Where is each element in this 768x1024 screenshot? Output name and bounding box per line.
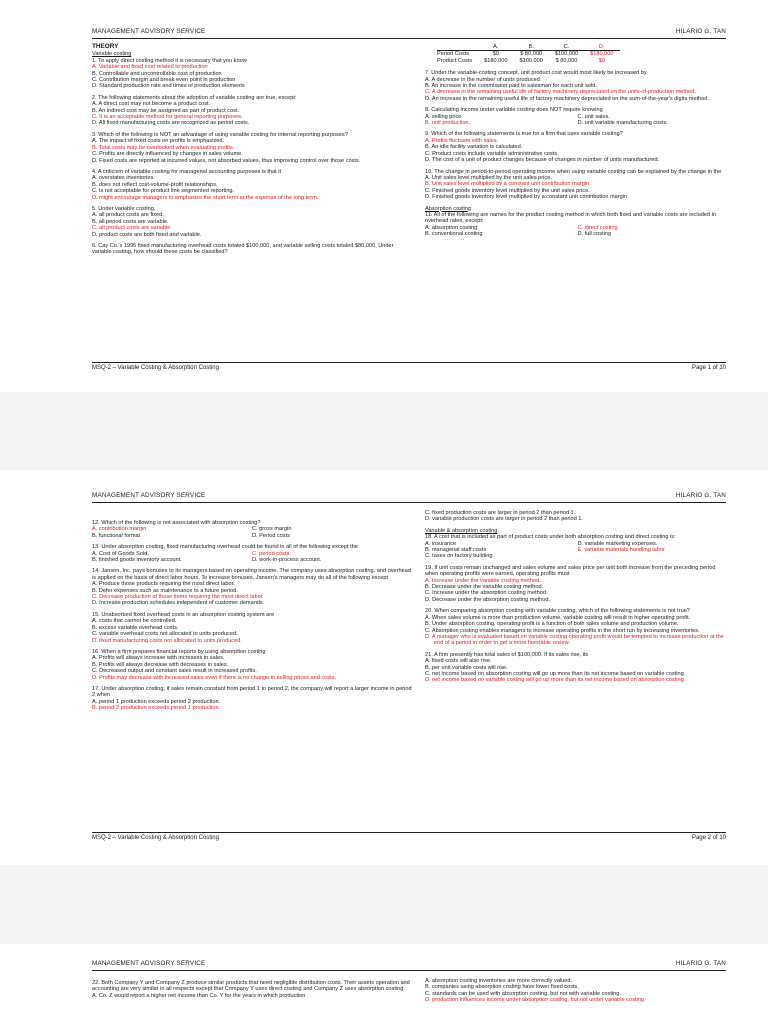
question-8 <box>425 107 730 126</box>
option-d: D. might encourage managers to emphasize the short term at the expense of the long term. <box>92 194 319 201</box>
option-c: C. direct costing <box>577 224 618 231</box>
option-a: A. Produce those products requiring the most direct labor. <box>92 581 235 588</box>
option-b: B. Decrease under the variable costing method. <box>425 584 544 591</box>
option-a: A. absorption costing <box>425 224 478 231</box>
question-3 <box>92 132 412 164</box>
header-left: MANAGEMENT ADVISORY SERVICE <box>92 28 206 35</box>
page-number: Page 2 of 10 <box>691 835 726 841</box>
option-d: D. All fixed manufacturing costs are recognized as period costs. <box>92 120 250 127</box>
page-number: Page 1 of 10 <box>691 365 726 371</box>
question-text: 5. Under variable costing, <box>92 205 156 212</box>
option-b: B. finished goods inventory account. <box>92 557 182 564</box>
option-a: A. Unit sales level multiplied by the unit sales price. <box>425 174 552 181</box>
option-c: C. Decrease production of those items requiring the most direct labor. <box>92 594 264 601</box>
section-heading: Variable & absorption costing <box>425 527 498 534</box>
page-footer <box>92 832 726 844</box>
option-c: C. fixed production costs are larger in period 2 than period 1. <box>425 510 576 516</box>
question-text: 20. When comparing absorption costing with variable costing, which of the following statements is not true? <box>425 608 690 615</box>
question-7 <box>425 70 730 102</box>
question-text: 2. The following statements about the adoption of variable costing are true, except: <box>92 94 297 101</box>
option-a: A. overstates inventories. <box>92 175 155 182</box>
option-d: D. The cost of a unit of product changes because of changes in number of units manufactured. <box>425 157 660 164</box>
right-column <box>425 510 730 689</box>
question-text: 1. To apply direct costing method it is necessary that you know <box>92 57 247 64</box>
right-column <box>425 978 730 1009</box>
option-c: C. Absorption costing enables managers to increase operating profits in the short run by increasing inventories. <box>425 627 700 634</box>
option-d: D. net income based on variable costing will go up more than its net income based on absorption costing. <box>425 677 686 684</box>
header-left: MANAGEMENT ADVISORY SERVICE <box>92 960 206 967</box>
option-c: C. is not acceptable for product line segmented reporting. <box>92 188 235 195</box>
option-b: B. Controllable and uncontrollable cost of production <box>92 70 222 77</box>
page-1 <box>0 0 768 392</box>
option-a: A. Cost of Goods Sold. <box>92 550 149 557</box>
table-cell: $180,000 <box>484 57 508 64</box>
option-c: C. gross margin <box>252 526 292 533</box>
section-heading: Variable costing <box>92 51 132 58</box>
option-c: C. standards can be used with absorption costing, but not with variable costing. <box>425 990 621 997</box>
option-a: A. Profits will always increase with increases in sales. <box>92 655 225 662</box>
question-text: 4. A criticism of variable costing for managerial accounting purposes is that it <box>92 168 282 175</box>
option-d: D. work-in-process account. <box>252 557 322 564</box>
option-b: B. managerial staff costs <box>425 547 487 554</box>
question-text: 19. If unit costs remain unchanged and sales volume and sales price per unit both increase from the preceding period when operating profits were earned, operating profits must <box>425 564 716 578</box>
question-text: 12. Which of the following is not associated with absorption costing? <box>92 520 261 526</box>
question-text: 7. Under the variable-costing concept, unit product cost would most likely be increased by <box>425 70 647 77</box>
question-19 <box>425 565 730 603</box>
option-b: B. Defer expenses such as maintenance to a future period. <box>92 587 238 594</box>
section-title: THEORY <box>92 43 119 50</box>
question-text: 22. Both Company Y and Company Z produce similar products that need negligible distribution costs. Their assets operation and accounting are very similar in all respects except that Company Y uses direct costing and Company Z uses absorption costing. <box>92 980 410 993</box>
header-right: HILARIO G. TAN <box>675 960 726 967</box>
option-c: C. It is an acceptable method for general reporting purposes. <box>92 114 243 121</box>
table-cell: $0 <box>598 57 605 64</box>
option-d: D. Finished goods inventory level multiplied by a constant unit contribution margin. <box>425 194 629 201</box>
option-d: D. variable marketing expenses. <box>577 540 658 547</box>
option-c: C. all product costs are variable. <box>92 225 172 232</box>
option-a: A. Variable and fixed cost related to production <box>92 64 208 71</box>
table-cell: $0 <box>492 51 499 58</box>
table-cell: $100,000 <box>519 57 543 64</box>
table-cell: $ 80,000 <box>520 51 543 58</box>
option-c: C. unit sales. <box>577 113 610 120</box>
question-22 <box>92 980 412 999</box>
option-a: A. Profits fluctuate with sales. <box>425 137 499 144</box>
table-cell: $ 80,000 <box>555 57 578 64</box>
option-d: D. fixed manufacturing costs not allocated to units produced. <box>92 637 242 644</box>
option-c: C. taxes on factory building <box>425 553 493 560</box>
option-a: A. contribution margin <box>92 526 147 533</box>
question-14 <box>92 568 412 606</box>
option-d: D. full costing <box>577 231 612 238</box>
question-text: 21. A firm presently has total sales of $100,000. If its sales rise, its <box>425 651 589 658</box>
question-21 <box>425 652 730 684</box>
option-d: D. Decrease under the absorption costing method. <box>425 596 550 603</box>
option-b: B. does not reflect cost-volume-profit relationships. <box>92 181 218 188</box>
question-5 <box>92 206 412 238</box>
option-a: A. insurance <box>425 540 457 547</box>
question-2 <box>92 95 412 127</box>
question-text: 14. Jansen, Inc. pays bonuses to its managers based on operating income. The company uses absorption costing, and overhead is applied on the basis of direct labor hours. To increase bonuses, Jansen's managers may do all of the following except <box>92 568 411 581</box>
question-4 <box>92 169 412 201</box>
question-text: 8. Calculating income under variable costing does NOT require knowing <box>425 107 603 114</box>
footer-left: MSQ-2 – Variable Costing & Absorption Costing <box>92 835 219 841</box>
answer-table <box>437 44 620 64</box>
page-header <box>92 958 726 971</box>
question-text: 17. Under absorption costing, if sales remain constant from period 1 to period 2, the company will report a larger income in period 2 when <box>92 685 412 699</box>
option-b: B. period 2 production exceeds period 1 production. <box>92 705 221 712</box>
option-b: B. functional format <box>92 532 141 539</box>
option-d: D. Profits may decrease with increased sales even if there is no change in selling prices and costs. <box>92 674 337 681</box>
option-d: D. unit variable manufacturing costs. <box>577 120 668 127</box>
page-header <box>92 490 726 503</box>
right-column <box>425 44 730 243</box>
option-e: E. variable materials handling labor <box>577 547 665 554</box>
question-13 <box>92 544 412 563</box>
left-column <box>92 44 412 261</box>
option-a: A. The impact of fixed costs on profits is emphasized. <box>92 138 225 145</box>
option-a: A. selling price. <box>425 113 463 120</box>
option-a: A. A direct cost may not become a product cost. <box>92 101 211 108</box>
option-c: C. Increase under the absorption costing method. <box>425 590 548 597</box>
option-a: A. Increase under the variable costing method. <box>425 577 541 584</box>
option-c: C. Decreased output and constant sales result in increased profits. <box>92 668 257 675</box>
option-d: D. Period costs <box>252 532 290 539</box>
option-b: B. all period costs are variable. <box>92 218 169 225</box>
option-b: B. excess variable overhead costs. <box>92 624 179 631</box>
question-text: 10. The change in period-to-period operating income when using variable costing can be explained by the change in the <box>425 168 722 175</box>
question-17 <box>92 686 412 712</box>
header-right: HILARIO G. TAN <box>675 28 726 35</box>
option-d: D. variable production costs are larger in period 2 than period 1. <box>425 516 583 523</box>
option-c: C. variable overhead costs not allocated to units produced. <box>92 631 238 638</box>
question-17-continued <box>425 510 730 523</box>
row-label: Period Costs <box>437 51 470 58</box>
header-right: HILARIO G. TAN <box>675 492 726 499</box>
question-text: 13. Under absorption costing, fixed manufacturing overhead could be found in all of the following except the <box>92 544 358 551</box>
question-11 <box>425 212 730 238</box>
table-header-row <box>437 44 620 51</box>
header-left: MANAGEMENT ADVISORY SERVICE <box>92 492 206 499</box>
question-continued <box>425 978 730 1004</box>
option-d: D. production influences income under absorption costing, but not under variable costing. <box>425 997 646 1004</box>
option-a: A. absorption costing inventories are more correctly valued. <box>425 978 573 984</box>
question-10 <box>425 169 730 201</box>
table-header: C. <box>549 44 584 51</box>
option-d: D. Standard production rate and times of production elements <box>92 83 245 90</box>
option-b: B. An increase in the commission paid to salesman for each unit sold. <box>425 83 597 90</box>
question-text: 9. Which of the following statements is true for a firm that uses variable costing? <box>425 131 623 138</box>
option-a: A. fixed costs will also rise. <box>425 658 492 665</box>
row-label: Product Costs <box>437 57 473 64</box>
option-b: B. An indirect cost may be assigned as part of product cost. <box>92 107 240 114</box>
option-b: B. unit production. <box>425 120 471 127</box>
option-d: D. An increase in the remaining useful life of factory machinery depreciated on the sum-of-the-year's digits method. <box>425 95 710 102</box>
option-a: A. Co. Z would report a higher net income than Co. Y for the years in which production <box>92 992 306 999</box>
left-column <box>92 520 412 717</box>
table-header: B. <box>513 44 548 51</box>
option-a: A. all product costs are fixed. <box>92 212 164 219</box>
question-15 <box>92 612 412 644</box>
question-text: 3. Which of the following is NOT an advantage of using variable costing for internal reporting purposes? <box>92 131 348 138</box>
page-2 <box>0 470 768 865</box>
question-text: 16. When a firm prepares financial reports by using absorption costing <box>92 648 266 655</box>
question-18 <box>425 534 730 560</box>
option-b: B. companies using absorption costing have lower fixed costs. <box>425 984 579 991</box>
option-c: C. period costs. <box>252 550 291 557</box>
option-b: B. conventional costing <box>425 231 483 238</box>
option-b: B. An idle facility variation is calculated. <box>425 144 523 151</box>
page-3 <box>0 944 768 1024</box>
option-b: B. Unit sales level multiplied by a constant unit contribution margin. <box>425 181 591 188</box>
option-a: A. When sales volume is more than production volume, variable costing will result in higher operating profit. <box>425 614 691 621</box>
option-d: D. Increase production schedules independent of customer demands. <box>92 600 265 607</box>
table-header: D. <box>584 44 619 51</box>
table-row <box>437 51 620 58</box>
option-a: A. period 1 production exceeds period 2 production. <box>92 698 221 705</box>
question-16 <box>92 649 412 681</box>
table-cell: $180,000 <box>590 51 614 58</box>
option-b: B. per unit variable costs will rise. <box>425 664 508 671</box>
question-12 <box>92 520 412 539</box>
page-footer <box>92 362 726 374</box>
page-header <box>92 26 726 39</box>
question-text: 18. A cost that is included as part of product costs under both absorption costing and direct costing is: <box>425 534 676 541</box>
option-d: D. product costs are both fixed and variable. <box>92 231 202 238</box>
option-c: C. Finished goods inventory level multiplied by the unit sales price. <box>425 187 590 194</box>
option-c: C. Contribution margin and break even point in production <box>92 77 236 84</box>
option-b: B. Profits will always decrease with decreases in sales. <box>92 661 229 668</box>
option-d: D. Fixed costs are reported at incurred values, not absorbed values, thus improving control over those costs. <box>92 157 361 164</box>
question-9 <box>425 131 730 163</box>
question-text: 11. All of the following are names for the product costing method in which both fixed and variable costs are included in overhead rates, except: <box>425 211 716 225</box>
option-c: C. net income based on absorption costing will go up more than its net income based on variable costing. <box>425 670 686 677</box>
option-a: A. A decrease in the number of units produced. <box>425 76 542 83</box>
table-cell: $100,000 <box>554 51 579 58</box>
section-heading: Absorption costing <box>425 205 472 212</box>
option-a: A. costs that cannot be controlled. <box>92 618 177 625</box>
question-20 <box>425 608 730 646</box>
option-c: C. A decrease in the remaining useful life of factory machinery depreciated on the units-of-production method. <box>425 89 696 96</box>
question-6 <box>92 243 412 256</box>
option-c: C. Product costs include variable administrative costs. <box>425 150 559 157</box>
question-text: 15. Unabsorbed fixed overhead costs in an absorption costing system are <box>92 611 275 618</box>
option-c: C. Profits are directly influenced by changes in sales volume. <box>92 151 243 158</box>
table-row <box>437 58 620 64</box>
option-b: B. Total costs may be overlooked when evaluating profits. <box>92 144 235 151</box>
footer-left: MSQ-2 – Variable Costing & Absorption Costing <box>92 365 219 371</box>
option-d: D. A manager who is evaluated based on variable costing operating profit would be tempted to increase production at the end of a period in order to get a more favorable review. <box>425 633 724 647</box>
question-text: 6. Cay Co.'s 1995 fixed manufacturing overhead costs totaled $100,000, and variable selling costs totaled $80,000. Under variable costing, how should these costs be classified? <box>92 242 394 256</box>
left-column <box>92 980 412 1004</box>
question-1 <box>92 58 412 90</box>
page-gap <box>0 392 768 470</box>
option-b: B. Under absorption costing, operating profit is a function of both sales volume and production volume. <box>425 621 679 628</box>
page-gap <box>0 865 768 944</box>
table-header: A. <box>478 44 513 51</box>
